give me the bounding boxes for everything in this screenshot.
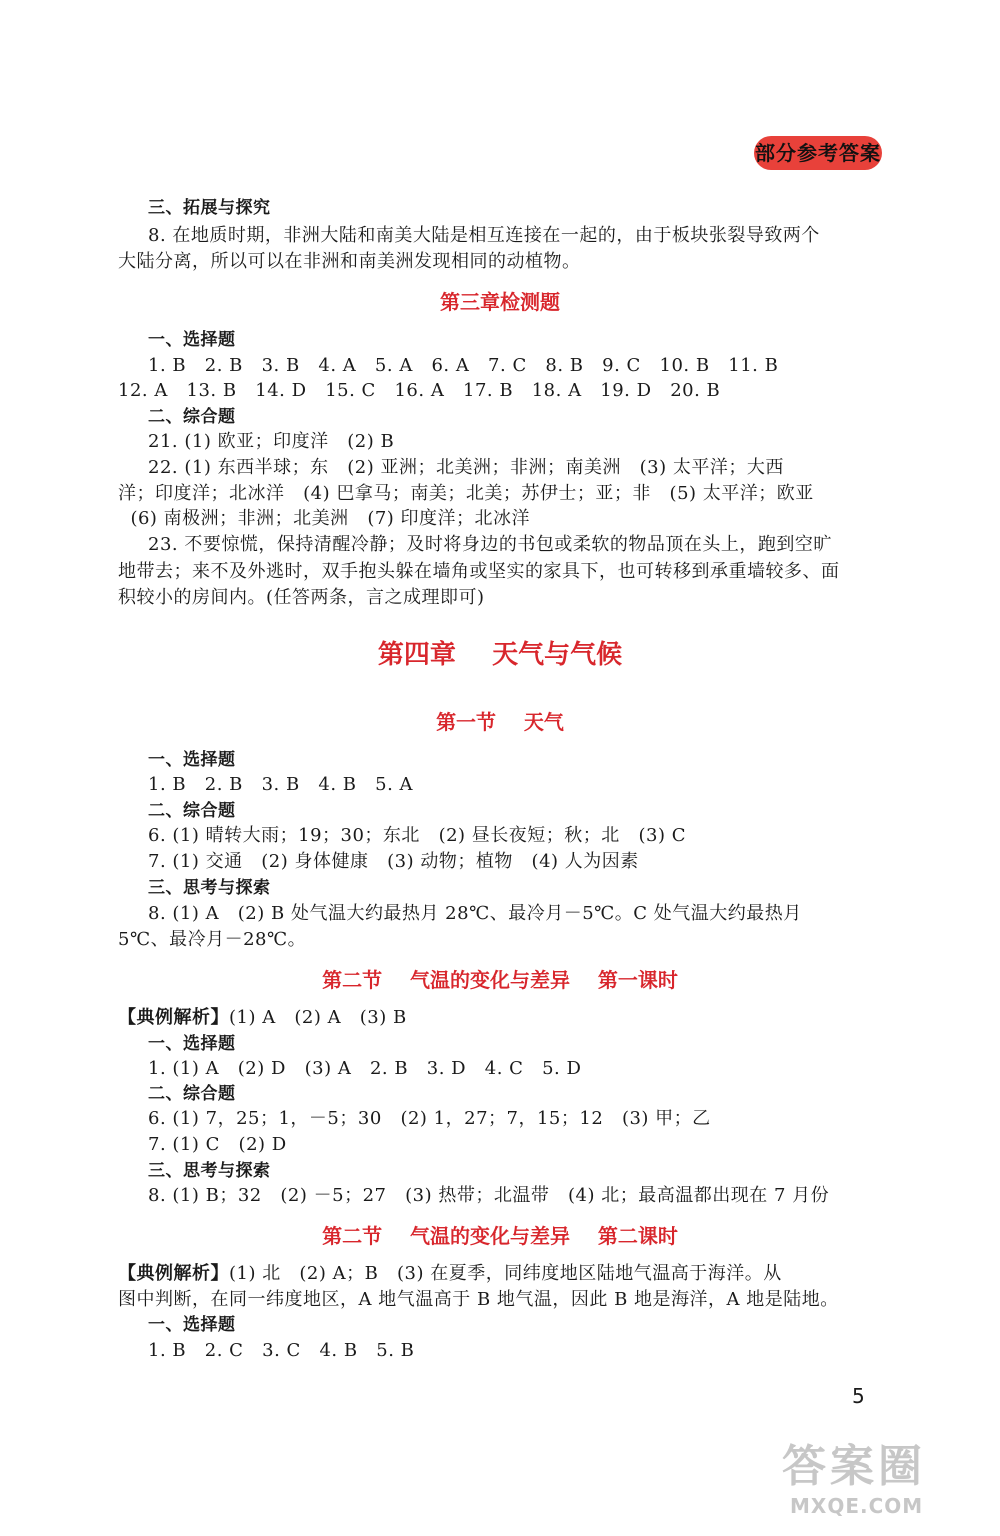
section1-title: 第一节 天气 [436,710,564,734]
watermark-text: 答案圈 [782,1441,926,1492]
section-heading: 三、拓展与探究 [148,198,271,218]
section-heading: 二、综合题 [148,801,236,821]
answer-line: 5℃、最冷月－28℃。 [118,929,307,950]
chapter3-test-title: 第三章检测题 [440,290,560,314]
example-label: 【典例解析】 [118,1263,229,1284]
answer-line: (6) 南极洲；非洲；北美洲 (7) 印度洋；北冰洋 [118,508,531,529]
example-answer: (1) 北 (2) A；B (3) 在夏季，同纬度地区陆地气温高于海洋。从 [229,1263,782,1284]
section-heading: 三、思考与探索 [148,1161,271,1181]
answer-line: 图中判断，在同一纬度地区，A 地气温高于 B 地气温，因此 B 地是海洋，A 地是陆地。 [118,1289,839,1310]
answer-line: 22. (1) 东西半球；东 (2) 亚洲；北美洲；非洲；南美洲 (3) 太平洋；大西 [148,457,784,478]
section-heading: 一、选择题 [148,750,236,770]
answer-line: 7. (1) C (2) D [148,1134,287,1155]
answer-line: 6. (1) 7，25；1，－5；30 (2) 1，27；7，15；12 (3) 甲；乙 [148,1108,711,1129]
section2-part2-title: 第二节 气温的变化与差异 第二课时 [322,1224,678,1248]
answer-key-badge: 部分参考答案 [754,136,882,170]
section2-part1-title: 第二节 气温的变化与差异 第一课时 [322,968,678,992]
answer-line: 洋；印度洋；北冰洋 (4) 巴拿马；南美；北美；苏伊士；亚；非 (5) 太平洋；欧亚 [118,483,814,504]
section-heading: 三、思考与探索 [148,878,271,898]
page-number: 5 [852,1384,865,1408]
example-answer: (1) A (2) A (3) B [229,1007,407,1028]
answer-line: 23. 不要惊慌，保持清醒冷静；及时将身边的书包或柔软的物品顶在头上，跑到空旷 [148,534,832,555]
section-heading: 一、选择题 [148,1315,236,1335]
answer-line: 21. (1) 欧亚；印度洋 (2) B [148,431,395,452]
section-heading: 一、选择题 [148,1034,236,1054]
answer-line: 6. (1) 晴转大雨；19；30；东北 (2) 昼长夜短；秋；北 (3) C [148,825,686,846]
answer-line: 积较小的房间内。(任答两条，言之成理即可) [118,587,485,608]
example-label: 【典例解析】 [118,1007,229,1028]
example-line [118,1262,782,1286]
section-heading: 二、综合题 [148,407,236,427]
watermark-url: MXQE.COM [790,1494,924,1518]
example-line [118,1006,407,1030]
answer-line: 8. 在地质时期，非洲大陆和南美大陆是相互连接在一起的，由于板块张裂导致两个 [148,225,820,246]
watermark-logo [782,1430,982,1526]
answer-line: 8. (1) A (2) B 处气温大约最热月 28℃、最冷月－5℃。C 处气温大约最热月 [148,903,802,924]
answer-line: 1. (1) A (2) D (3) A 2. B 3. D 4. C 5. D [148,1058,582,1079]
answer-line: 地带去；来不及外逃时，双手抱头躲在墙角或坚实的家具下，也可转移到承重墙较多、面 [118,561,840,582]
answer-line: 1. B 2. B 3. B 4. A 5. A 6. A 7. C 8. B 9. C 10. B 11. B [148,355,779,376]
answer-line: 1. B 2. B 3. B 4. B 5. A [148,774,414,795]
answer-line: 12. A 13. B 14. D 15. C 16. A 17. B 18. A 19. D 20. B [118,380,721,401]
answer-line: 1. B 2. C 3. C 4. B 5. B [148,1340,415,1361]
section-heading: 二、综合题 [148,1084,236,1104]
section-heading: 一、选择题 [148,330,236,350]
answer-line: 大陆分离，所以可以在非洲和南美洲发现相同的动植物。 [118,251,581,272]
answer-line: 7. (1) 交通 (2) 身体健康 (3) 动物；植物 (4) 人为因素 [148,851,639,872]
answer-line: 8. (1) B；32 (2) －5；27 (3) 热带；北温带 (4) 北；最高温都出现在 7 月份 [148,1185,830,1206]
chapter4-title: 第四章 天气与气候 [377,640,623,670]
